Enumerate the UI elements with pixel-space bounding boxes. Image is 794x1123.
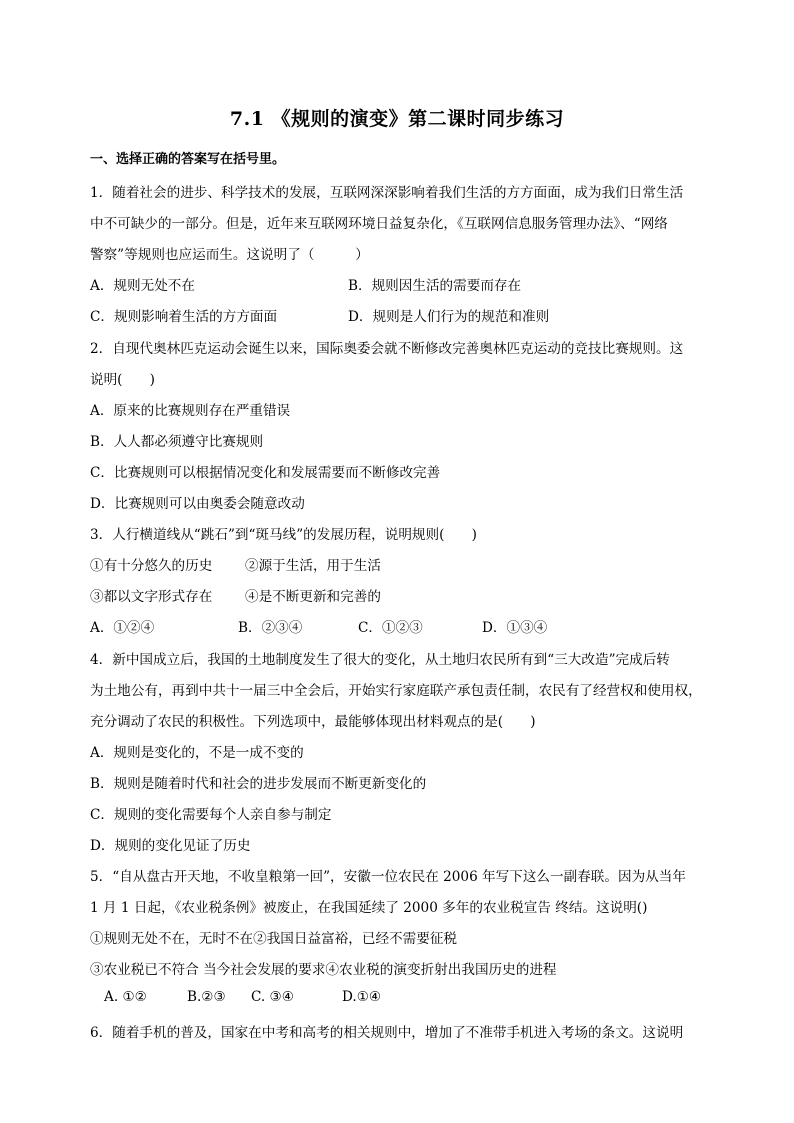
section-heading: 一、选择正确的答案写在括号里。 [90, 152, 286, 167]
q1-line-1: 1．随着社会的进步、科学技术的发展，互联网深深影响着我们生活的方方面面，成为我们日常生活 [90, 185, 684, 201]
q2-option-b: B．人人都必须遵守比赛规则 [90, 434, 264, 450]
q2-line-1: 2．自现代奥林匹克运动会诞生以来，国际奥委会就不断修改完善奥林匹克运动的竞技比赛规则。这 [90, 341, 684, 357]
q3-option-c: C．①②③ [358, 620, 423, 636]
q3-option-b: B．②③④ [238, 620, 303, 636]
q5-line-3: ①规则无处不在，无时不在②我国日益富裕，已经不需要征税 [90, 931, 458, 947]
q1-option-c: C．规则影响着生活的方方面面 [90, 309, 278, 325]
q1-option-d: D．规则是人们行为的规范和准则 [348, 309, 550, 325]
q5-option-b: B.②③ [187, 989, 226, 1005]
page-title: 7.1 《规则的演变》第二课时同步练习 [229, 108, 565, 130]
q4-option-b: B．规则是随着时代和社会的进步发展而不断更新变化的 [90, 776, 427, 792]
q5-option-d: D.①④ [342, 989, 382, 1005]
q3-statement-1: ①有十分悠久的历史 [90, 558, 213, 574]
q1-option-b: B．规则因生活的需要而存在 [348, 278, 522, 294]
q4-line-3: 充分调动了农民的积极性。下列选项中，最能够体现出材料观点的是( ) [90, 714, 536, 730]
q2-option-a: A．原来的比赛规则存在严重错误 [90, 403, 291, 419]
q5-line-1: 5．“自从盘古开天地，不收皇粮第一回”，安徽一位农民在 2006 年写下这么一副春联。因为从当年 [90, 869, 686, 885]
q1-line-2: 中不可缺少的一部分。但是，近年来互联网环境日益复杂化，《互联网信息服务管理办法》、“网络 [90, 216, 668, 232]
q4-option-d: D．规则的变化见证了历史 [90, 838, 251, 854]
q4-line-1: 4．新中国成立后，我国的土地制度发生了很大的变化，从土地归农民所有到“三大改造”完成后转 [90, 652, 670, 668]
q6-line-1: 6．随着手机的普及，国家在中考和高考的相关规则中，增加了不准带手机进入考场的条文。这说明 [90, 1025, 684, 1041]
q2-option-d: D．比赛规则可以由奥委会随意改动 [90, 496, 305, 512]
q5-line-2: 1 月 1 日起，《农业税条例》被废止，在我国延续了 2000 多年的农业税宣告 终结。这说明() [90, 900, 648, 916]
q3-statement-4: ④是不断更新和完善的 [245, 589, 381, 605]
q3-option-a: A．①②④ [90, 620, 155, 636]
q4-option-a: A．规则是变化的，不是一成不变的 [90, 745, 304, 761]
q1-line-3: 警察”等规则也应运而生。这说明了（ ） [90, 247, 369, 263]
q1-option-a: A．规则无处不在 [90, 278, 195, 294]
q4-option-c: C．规则的变化需要每个人亲自参与制定 [90, 807, 332, 823]
q5-option-c: C. ③④ [251, 989, 294, 1005]
q2-option-c: C．比赛规则可以根据情况变化和发展需要而不断修改完善 [90, 465, 441, 481]
q2-line-2: 说明( ) [90, 372, 155, 388]
q3-statement-3: ③都以文字形式存在 [90, 589, 213, 605]
q3-statement-2: ②源于生活，用于生活 [245, 558, 381, 574]
q3-line-1: 3．人行横道线从“跳石”到“斑马线”的发展历程，说明规则( ) [90, 527, 477, 543]
q5-option-a: A. ①② [104, 989, 147, 1005]
q3-option-d: D．①③④ [482, 620, 548, 636]
q4-line-2: 为土地公有，再到中共十一届三中全会后，开始实行家庭联产承包责任制，农民有了经营权和使用权， [90, 683, 702, 699]
q5-line-4: ③农业税已不符合 当今社会发展的要求④农业税的演变折射出我国历史的进程 [90, 962, 557, 978]
